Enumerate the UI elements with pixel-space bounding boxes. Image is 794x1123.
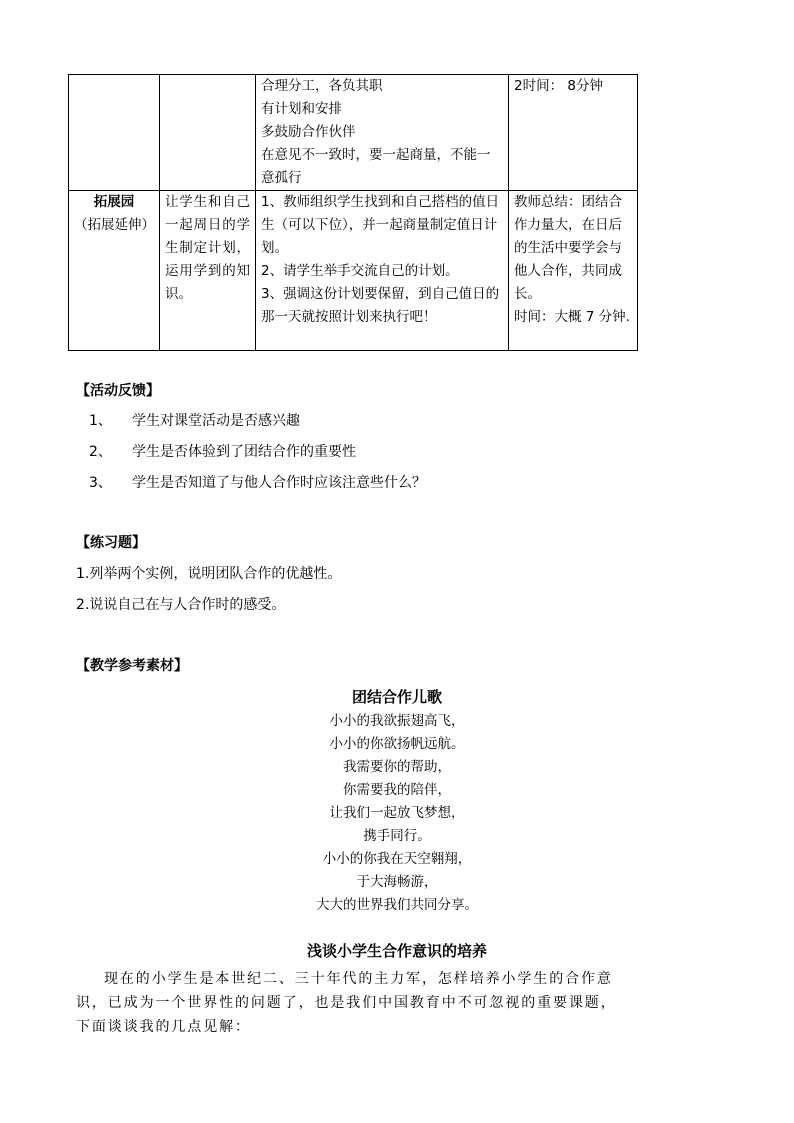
time-note: 2时间： 8分钟 [514, 78, 603, 94]
poem [0, 710, 794, 917]
feedback-number: 1、 [89, 413, 112, 429]
exercise-item: 2.说说自己在与人合作时的感受。 [76, 597, 286, 613]
feedback-text: 学生对课堂活动是否感兴趣 [132, 413, 300, 429]
feedback-text: 学生是否体验到了团结合作的重要性 [132, 444, 356, 460]
feedback-heading: 【活动反馈】 [76, 383, 160, 399]
process-line: 1、教师组织学生找到和自己搭档的值日生（可以下位），并一起商量制定值日计划。 [261, 194, 500, 256]
lesson-plan-table [68, 74, 638, 351]
stage-cell [69, 75, 160, 191]
poem-line: 让我们一起放飞梦想， [329, 805, 465, 821]
feedback-number: 3、 [89, 475, 112, 491]
poem-line: 携手同行。 [363, 828, 431, 844]
poem-line: 我需要你的帮助， [343, 759, 451, 775]
feedback-item [89, 441, 356, 461]
notes-cell [509, 75, 638, 191]
process-cell [256, 75, 509, 191]
stage-title: 拓展园 [93, 194, 135, 210]
poem-title: 团结合作儿歌 [351, 688, 442, 706]
process-line: 有计划和安排 [261, 101, 342, 117]
goal-cell [160, 191, 256, 351]
feedback-item [89, 472, 426, 492]
process-cell [256, 191, 509, 351]
exercise-item: 1.列举两个实例，说明团队合作的优越性。 [76, 566, 342, 582]
poem-line: 于大海畅游， [356, 874, 438, 890]
poem-line: 小小的你欲扬帆远航。 [329, 736, 465, 752]
process-line: 3、强调这份计划要保留，到自己值日的那一天就按照计划来执行吧！ [261, 286, 500, 325]
notes-cell [509, 191, 638, 351]
feedback-text: 学生是否知道了与他人合作时应该注意些什么？ [132, 475, 426, 491]
time-note: 时间：大概 7 分钟. [514, 309, 630, 325]
feedback-number: 2、 [89, 444, 112, 460]
process-line: 2、请学生举手交流自己的计划。 [261, 263, 459, 279]
process-line: 在意见不一致时，要一起商量，不能一意孤行 [261, 147, 491, 186]
poem-line: 大大的世界我们共同分享。 [316, 897, 478, 913]
essay-title: 浅谈小学生合作意识的培养 [306, 942, 487, 960]
stage-subtitle: （拓展延伸） [74, 217, 155, 233]
poem-line: 你需要我的陪伴， [343, 782, 451, 798]
reference-heading: 【教学参考素材】 [76, 658, 188, 674]
feedback-item [89, 410, 300, 430]
poem-line: 小小的你我在天空翱翔， [322, 851, 472, 867]
goal-text: 让学生和自己一起周日的学生制定计划，运用学到的知识。 [165, 194, 250, 302]
process-line: 多鼓励合作伙伴 [261, 124, 356, 140]
summary-note: 教师总结：团结合作力量大，在日后的生活中要学会与他人合作，共同成长。 [514, 194, 622, 302]
stage-cell [69, 191, 160, 351]
essay-paragraph: 现在的小学生是本世纪二、三十年代的主力军，怎样培养小学生的合作意识，已成为一个世界性的问题了，也是我们中国教育中不可忽视的重要课题，下面谈谈我的几点见解： [76, 971, 617, 1035]
goal-cell [160, 75, 256, 191]
exercise-heading: 【练习题】 [76, 535, 146, 551]
process-line: 合理分工，各负其职 [261, 78, 383, 94]
table-row [69, 191, 638, 351]
poem-line: 小小的我欲振翅高飞， [329, 713, 465, 729]
table-row [69, 75, 638, 191]
